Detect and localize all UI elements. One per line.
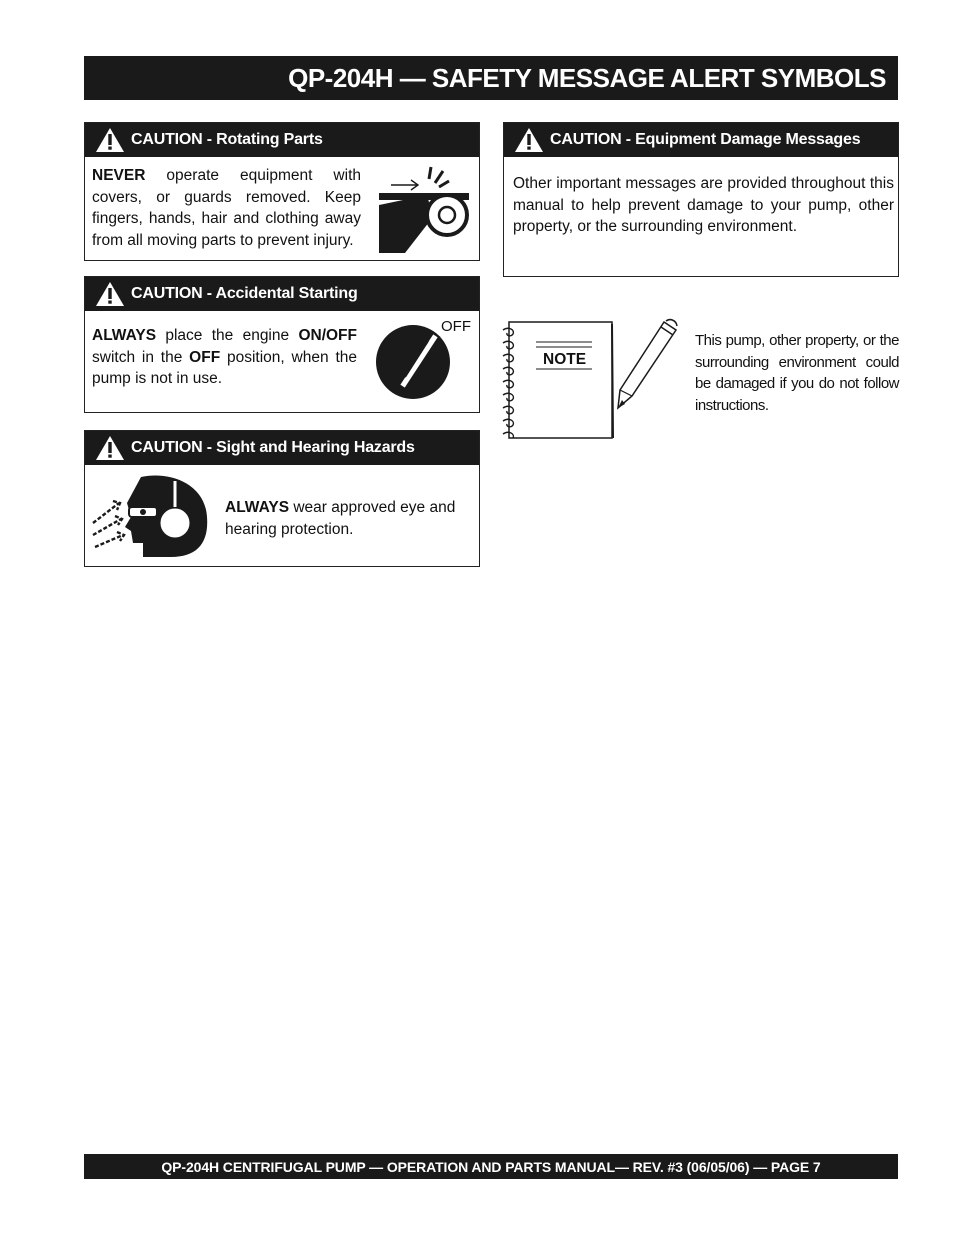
eye-hearing-protection-icon bbox=[89, 473, 209, 559]
caution-header bbox=[85, 277, 479, 311]
off-label: OFF bbox=[441, 318, 471, 335]
caution-lead: ALWAYS bbox=[225, 499, 290, 516]
caution-heading: CAUTION - Sight and Hearing Hazards bbox=[131, 439, 415, 456]
warning-triangle-icon bbox=[95, 435, 125, 461]
caution-text: position, when the pump is not in use. bbox=[92, 348, 357, 387]
pencil-icon bbox=[614, 318, 680, 412]
page-footer: QP-204H CENTRIFUGAL PUMP — OPERATION AND PARTS MANUAL— REV. #3 (06/05/06) — PAGE 7 bbox=[84, 1154, 898, 1179]
note-text: This pump, other property, or the surrounding environment could be damaged if you do not follow instructions. bbox=[695, 332, 899, 414]
ignition-switch-icon bbox=[375, 323, 453, 401]
caution-bold: OFF bbox=[189, 348, 221, 366]
notebook-icon bbox=[500, 320, 614, 440]
caution-lead: NEVER bbox=[92, 167, 146, 184]
warning-triangle-icon bbox=[95, 127, 125, 153]
caution-body bbox=[92, 325, 357, 390]
page-title: QP-204H — SAFETY MESSAGE ALERT SYMBOLS bbox=[84, 56, 898, 100]
caution-body bbox=[225, 497, 465, 540]
caution-lead: ALWAYS bbox=[92, 327, 157, 344]
caution-text: wear approved eye and hearing protection. bbox=[225, 499, 456, 538]
caution-heading: CAUTION - Accidental Starting bbox=[131, 285, 358, 302]
caution-accidental-starting bbox=[84, 276, 480, 413]
caution-equipment-damage bbox=[503, 122, 899, 277]
caution-header bbox=[85, 123, 479, 157]
caution-header bbox=[504, 123, 898, 157]
caution-heading: CAUTION - Rotating Parts bbox=[131, 131, 323, 148]
caution-text: operate equipment with covers, or guards removed. Keep fingers, hands, hair and clothing away from all moving parts to prevent injury. bbox=[92, 167, 361, 249]
caution-text: switch in the bbox=[92, 348, 190, 366]
caution-bold: ON/OFF bbox=[298, 327, 357, 344]
caution-sight-hearing bbox=[84, 430, 480, 567]
caution-body bbox=[92, 165, 361, 251]
note-label: NOTE bbox=[543, 351, 587, 368]
caution-text: place the engine bbox=[156, 327, 299, 344]
rotating-parts-icon bbox=[377, 165, 473, 257]
caution-rotating-parts bbox=[84, 122, 480, 261]
caution-body: Other important messages are provided throughout this manual to help prevent damage to your pump, other property, or the surrounding environment. bbox=[513, 175, 894, 235]
caution-heading: CAUTION - Equipment Damage Messages bbox=[550, 131, 861, 148]
warning-triangle-icon bbox=[95, 281, 125, 307]
caution-header bbox=[85, 431, 479, 465]
warning-triangle-icon bbox=[514, 127, 544, 153]
